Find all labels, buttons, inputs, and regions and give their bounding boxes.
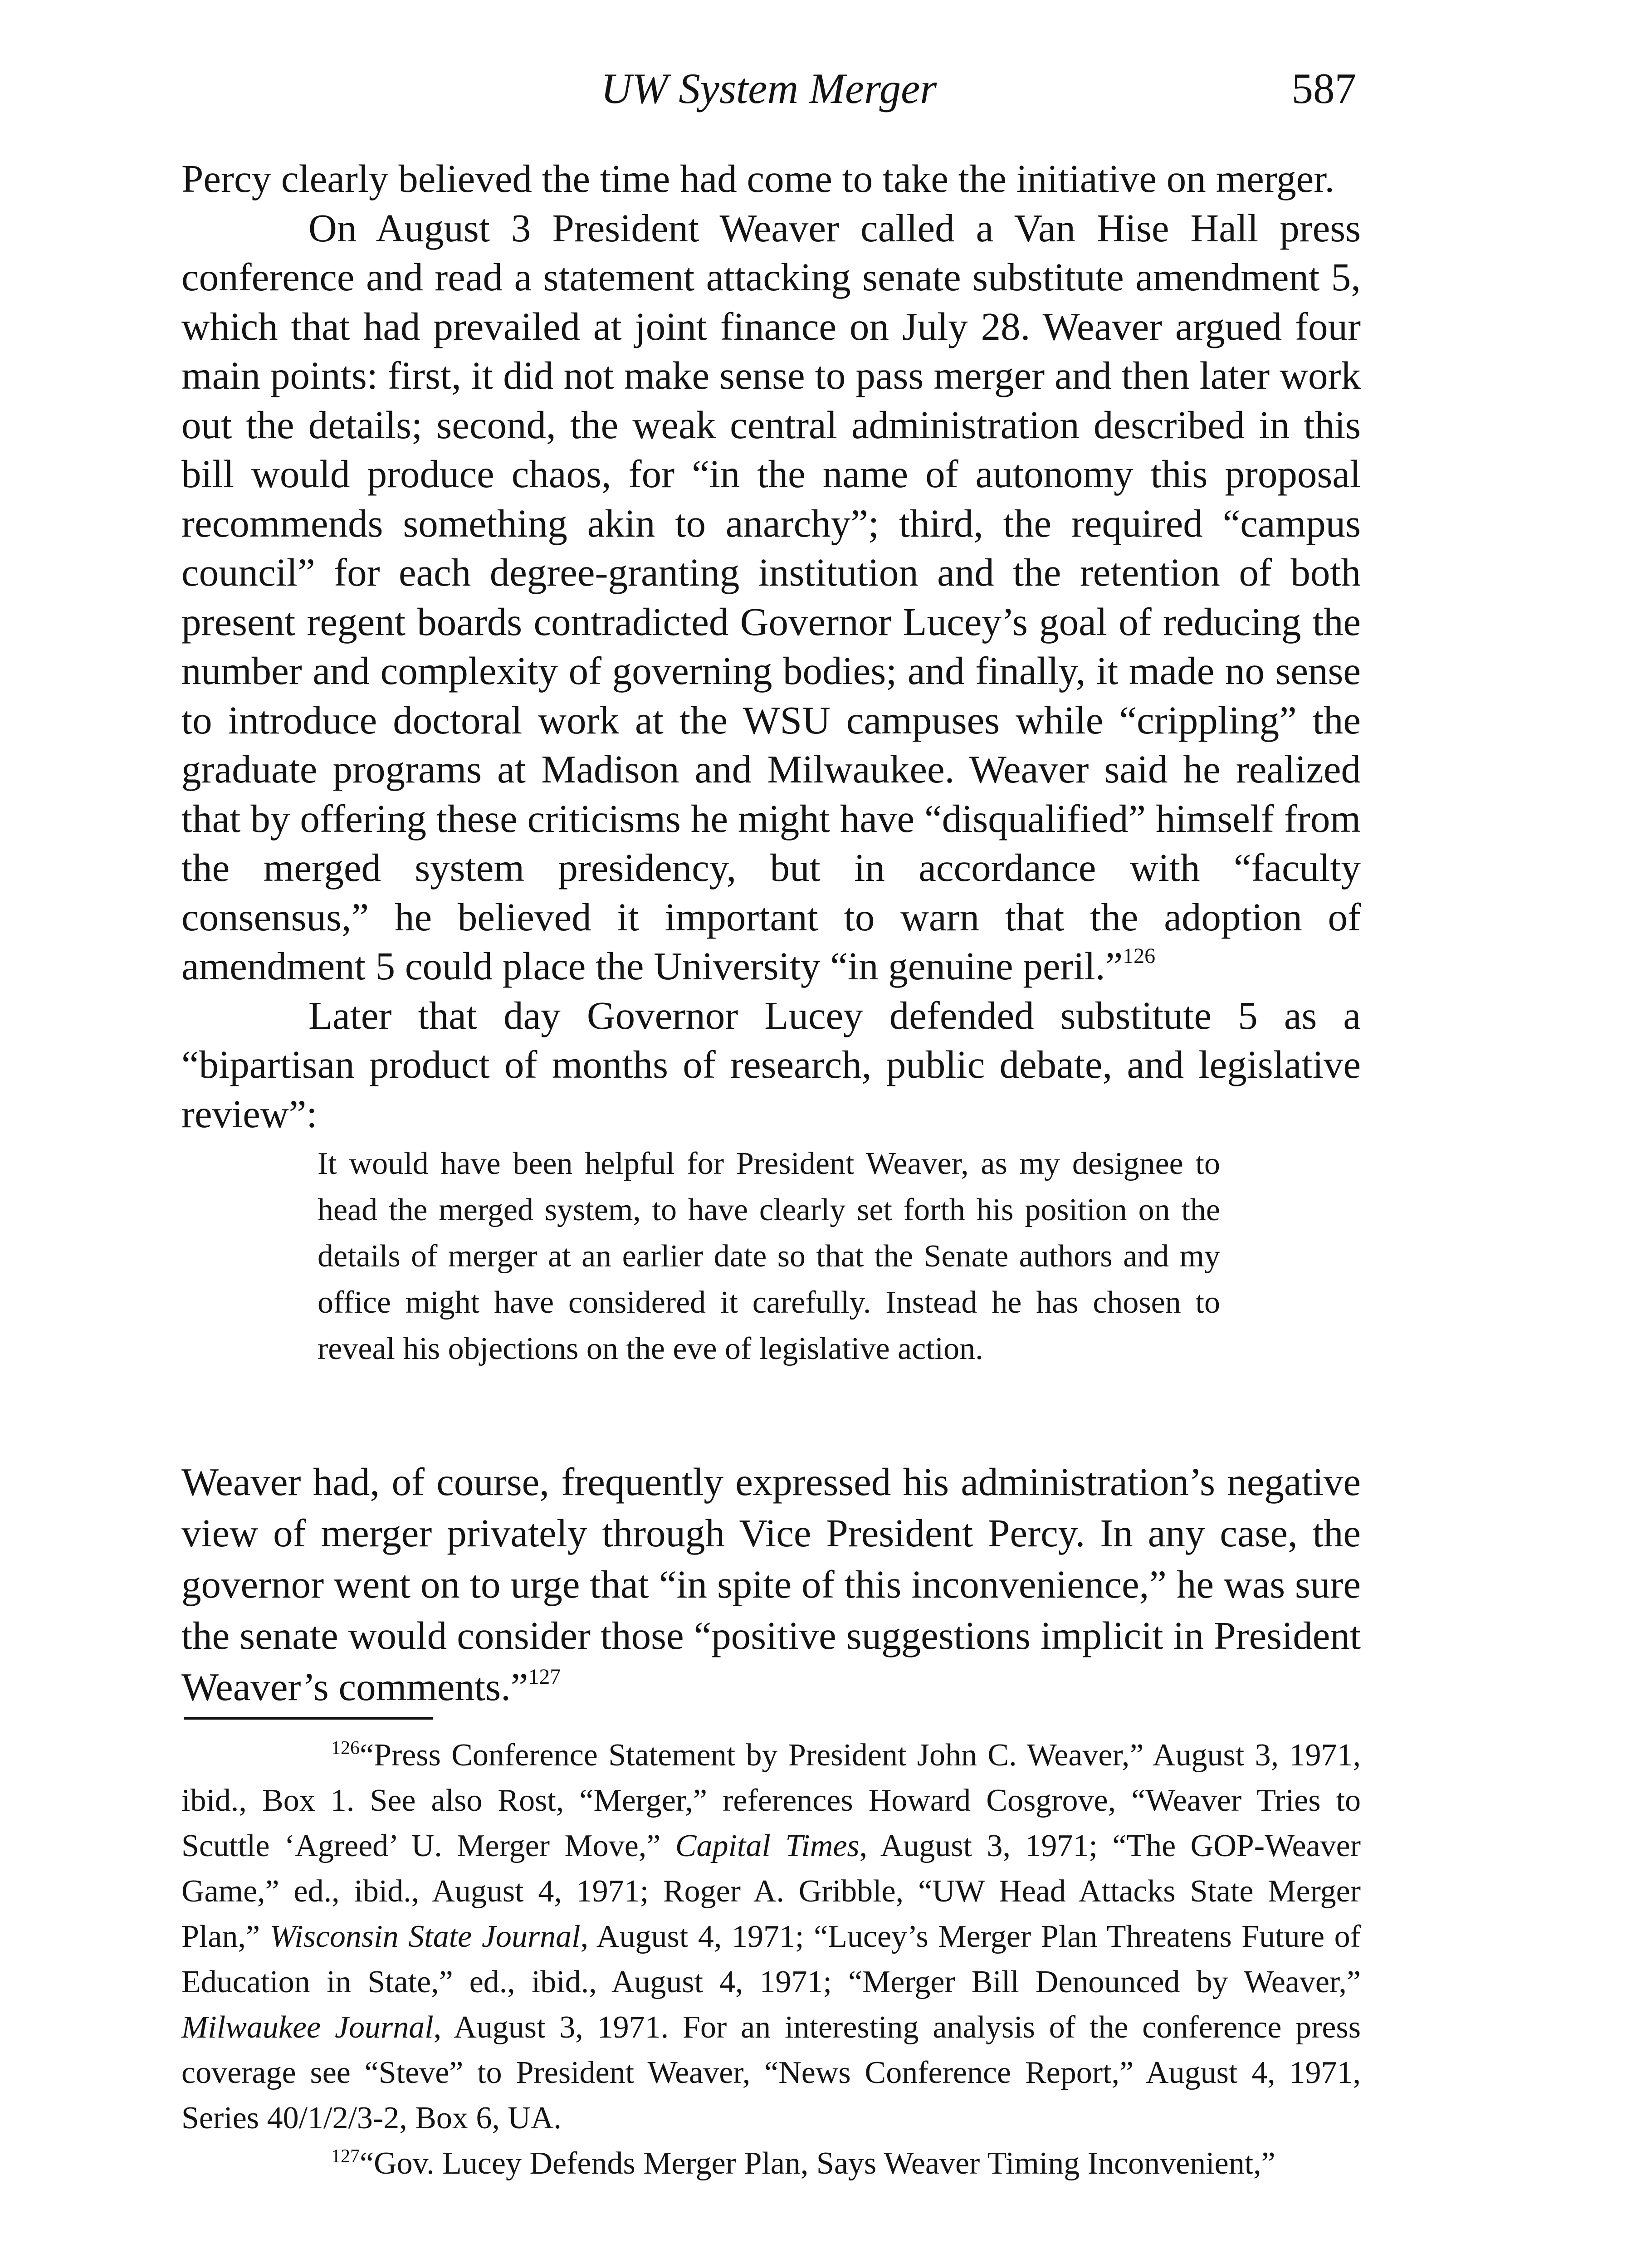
footnote-126 — [181, 1733, 1361, 2141]
running-title: UW System Merger — [601, 64, 937, 112]
footnote-126-part-c: , August 3, 1971; “The GOP-Weaver Game,” ed., ibid., August 4, 1971; Roger A. Gribble, “UW Head Attacks State Merger Plan,” — [181, 1828, 1361, 1954]
footnote-126-part-g: , August 3, 1971. For an interesting analysis of the conference press coverage see “Steve” to President Weaver, “News Conference Report,” August 4, 1971, Series 40/1/2/3-2, Box 6, UA. — [181, 2010, 1361, 2136]
main-text — [181, 154, 1361, 1139]
paragraph-3-text: Later that day Governor Lucey defended substitute 5 as a “bipartisan product of months of research, public debate, and legislative review”: — [181, 993, 1361, 1136]
footnote-126-source-wsj: Wisconsin State Journal — [269, 1919, 581, 1954]
paragraph-4 — [181, 1456, 1361, 1712]
footnote-126-part-e: , August 4, 1971; “Lucey’s Merger Plan Threatens Future of Education in State,” ed., ibid., August 4, 1971; “Merger Bill Denounced by Weaver,” — [181, 1919, 1361, 1999]
footnote-127-number: 127 — [331, 2146, 360, 2167]
footnote-divider — [184, 1717, 433, 1720]
block-quote-text: It would have been helpful for President Weaver, as my designee to head the merged system, to have clearly set forth his position on the details of merger at an earlier date so that the Senate authors and my office might have considered it carefully. Instead he has chosen to reveal his objections on the eve of legislative action. — [318, 1146, 1220, 1366]
block-quote — [318, 1141, 1220, 1372]
footnote-126-number: 126 — [331, 1737, 360, 1759]
footnote-ref-127: 127 — [528, 1665, 561, 1689]
footnote-126-source-capital-times: Capital Times — [675, 1828, 860, 1863]
paragraph-2-text: On August 3 President Weaver called a Van Hise Hall press conference and read a statement attacking senate substitute amendment 5, which that had prevailed at joint finance on July 28. Weaver argued four main points: first, it did not make sense to pass merger and then later work out the details; second, the weak central administration described in this bill would produce chaos, for “in the name of autonomy this proposal recommends something akin to anarchy”; third, the required “campus council” for each degree-granting institution and the retention of both present regent boards contradicted Governor Lucey’s goal of reducing the number and complexity of governing bodies; and finally, it made no sense to introduce doctoral work at the WSU campuses while “crippling” the graduate programs at Madison and Milwaukee. Weaver said he realized that by offering these criticisms he might have “disqualified” himself from the merged system presidency, but in accordance with “faculty consensus,” he believed it important to warn that the adoption of amendment 5 could place the University “in genuine peril.” — [181, 205, 1361, 988]
paragraph-1-text: Percy clearly believed the time had come to take the initiative on merger. — [181, 156, 1335, 200]
footnote-127 — [181, 2141, 1361, 2186]
paragraph-4-text: Weaver had, of course, frequently expressed his administration’s negative view of merger privately through Vice President Percy. In any case, the governor went on to urge that “in spite of this inconvenience,” he was sure the senate would consider those “positive suggestions implicit in President Weaver’s comments.” — [181, 1460, 1361, 1709]
paragraph-3 — [181, 991, 1361, 1139]
running-header — [181, 54, 1356, 122]
footnotes — [181, 1733, 1361, 2186]
footnote-126-source-milwaukee-journal: Milwaukee Journal — [181, 2010, 434, 2045]
footnote-127-text: “Gov. Lucey Defends Merger Plan, Says Weaver Timing Inconvenient,” — [360, 2146, 1275, 2181]
footnote-126-part-a: “Press Conference Statement by President John C. Weaver,” August 3, 1971, ibid., Box 1. See also Rost, “Merger,” references Howard Cosgrove, “Weaver Tries to Scuttle ‘Agreed’ U. Merger Move,” — [181, 1738, 1361, 1863]
footnote-ref-126: 126 — [1123, 944, 1155, 968]
paragraph-1 — [181, 154, 1361, 204]
main-text-continued — [181, 1456, 1361, 1712]
page-number: 587 — [1291, 64, 1356, 112]
paragraph-2 — [181, 204, 1361, 991]
